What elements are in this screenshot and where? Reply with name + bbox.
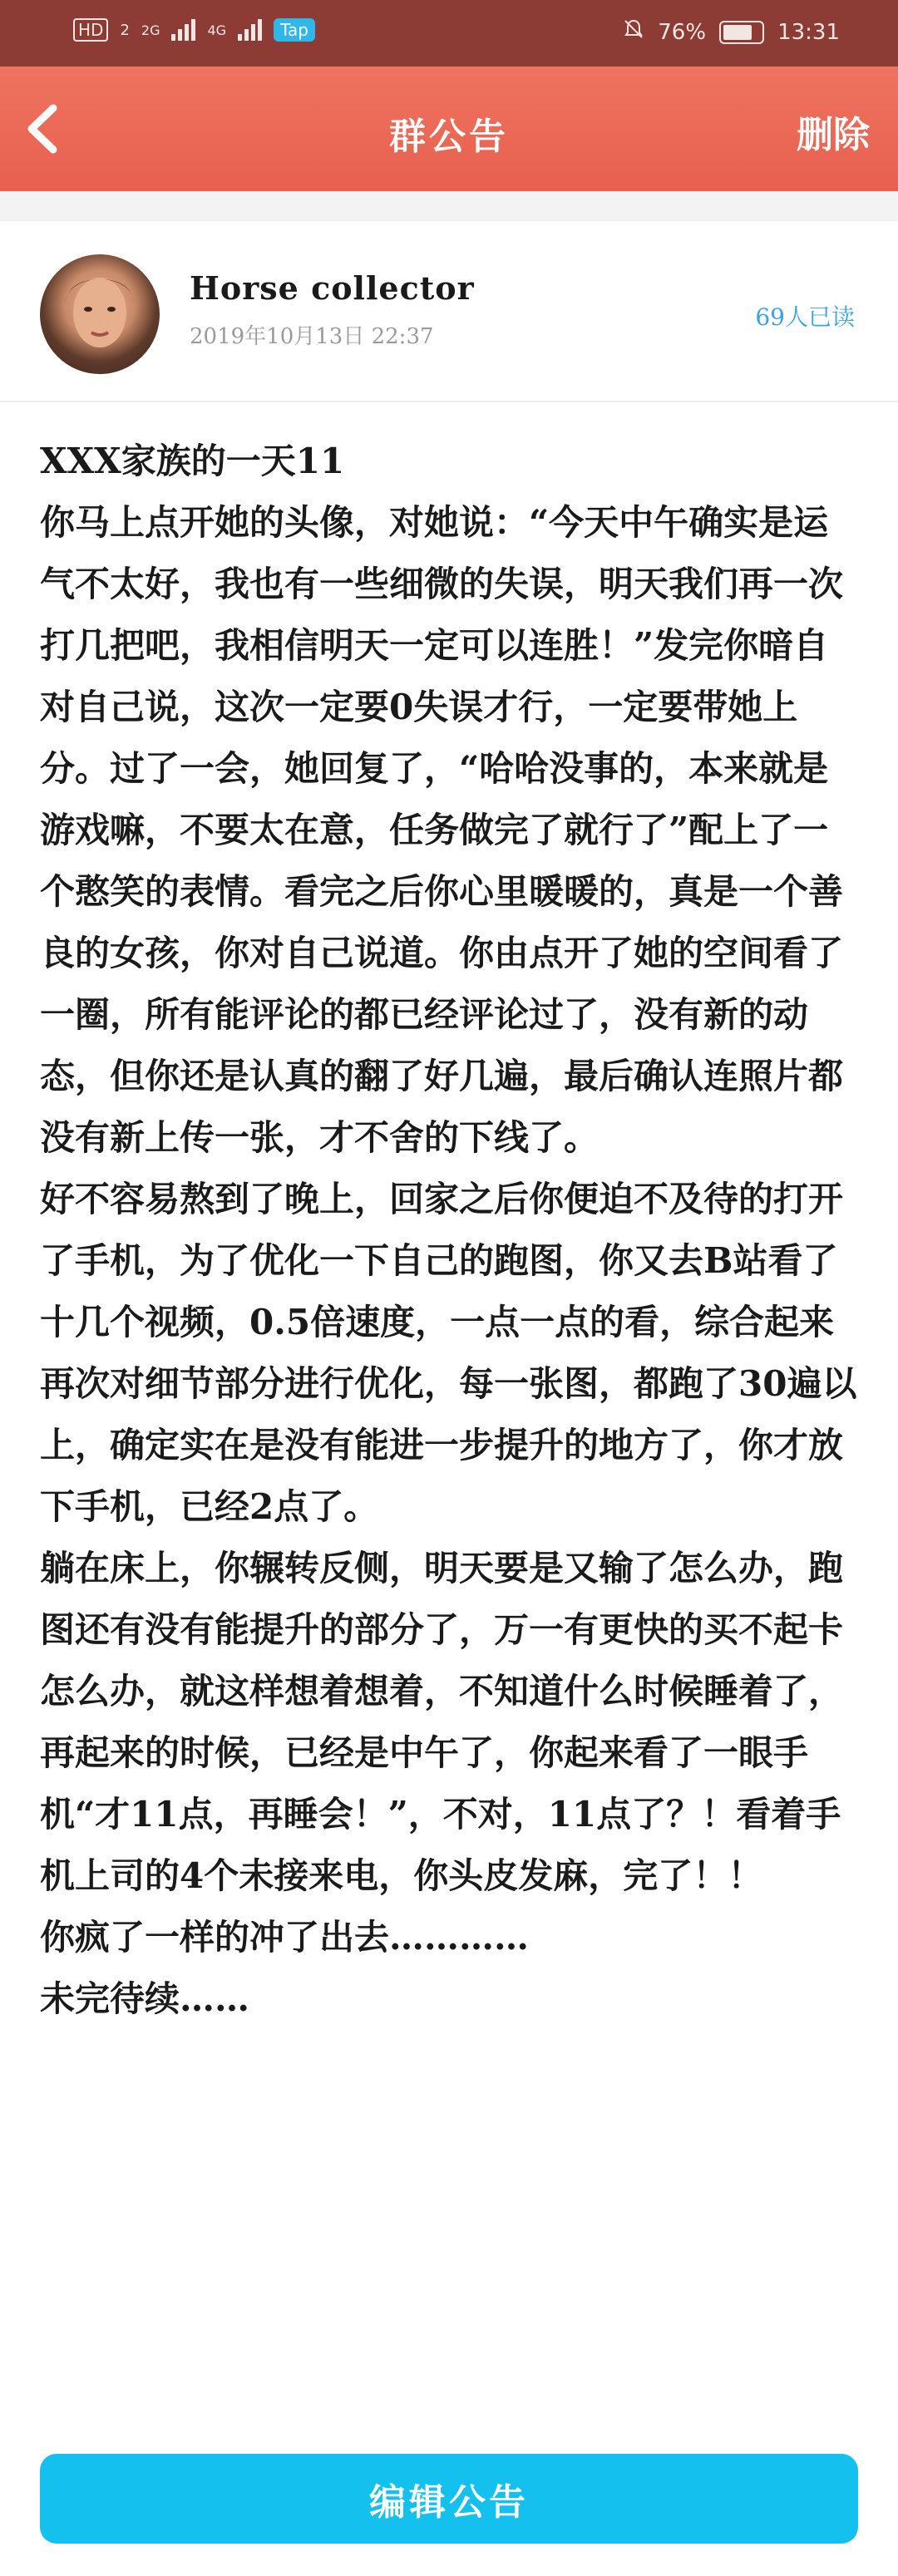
avatar[interactable] <box>40 254 160 374</box>
hd-icon <box>73 18 108 42</box>
announcement-paragraph: 你疯了一样的冲了出去………… <box>40 1917 530 1958</box>
clock: 13:31 <box>777 19 840 45</box>
status-bar <box>0 0 898 66</box>
announcement-content <box>40 431 863 2030</box>
edit-announcement-button[interactable]: 编辑公告 <box>40 2454 858 2544</box>
net1-label: 2G <box>141 22 160 38</box>
delete-button[interactable]: 删除 <box>797 114 870 156</box>
net2-label: 4G <box>207 22 227 38</box>
hd-sub: 2 <box>120 21 130 39</box>
author-name: Horse collector <box>190 269 475 307</box>
post-date: 2019年10月13日 22:37 <box>190 324 434 349</box>
announcement-paragraph: 未完待续…… <box>40 1978 250 2019</box>
read-count-link[interactable]: 69人已读 <box>755 303 855 331</box>
status-right <box>623 18 840 46</box>
battery-icon <box>719 21 764 44</box>
status-left <box>73 18 315 42</box>
signal-icon-2 <box>238 19 262 41</box>
page-title: 群公告 <box>389 116 509 158</box>
announcement-paragraph: 你马上点开她的头像，对她说：“今天中午确实是运气不太好，我也有一些细微的失误，明天我们再一次打几把吧，我相信明天一定可以连胜！”发完你暗自对自己说，这次一定要0失误才行，一定要带她上分。过了一会，她回复了，“哈哈没事的，本来就是游戏嘛，不要太在意，任务做完了就行了”配上了一个憨笑的表情。看完之后你心里暖暖的，真是一个善良的女孩，你对自己说道。你由点开了她的空间看了一圈，所有能评论的都已经评论过了，没有新的动态，但你还是认真的翻了好几遍，最后确认连照片都没有新上传一张，才不舍的下线了。 <box>40 502 844 1158</box>
nav-bar <box>0 66 898 191</box>
battery-percent: 76% <box>658 19 707 45</box>
announcement-title: XXX家族的一天11 <box>40 441 345 481</box>
signal-icon <box>171 19 195 41</box>
announcement-paragraph: 躺在床上，你辗转反侧，明天要是又输了怎么办，跑图还有没有能提升的部分了，万一有更快的买不起卡怎么办，就这样想着想着，不知道什么时候睡着了，再起来的时候，已经是中午了，你起来看了一眼手机“才11点，再睡会！”，不对，11点了？！看着手机上司的4个未接来电，你头皮发麻，完了！！ <box>40 1548 844 1896</box>
header-divider <box>0 191 898 221</box>
announcement-paragraph: 好不容易熬到了晚上，回家之后你便迫不及待的打开了手机，为了优化一下自己的跑图，你又去B站看了十几个视频，0.5倍速度，一点一点的看，综合起来再次对细节部分进行优化，每一张图，都跑了30遍以上，确定实在是没有能进一步提升的地方了，你才放下手机，已经2点了。 <box>40 1179 857 1527</box>
tap-app-icon: Tap <box>274 18 315 42</box>
hd-label: HD <box>78 20 104 40</box>
author-row <box>0 221 898 402</box>
mute-bell-icon <box>623 18 644 46</box>
